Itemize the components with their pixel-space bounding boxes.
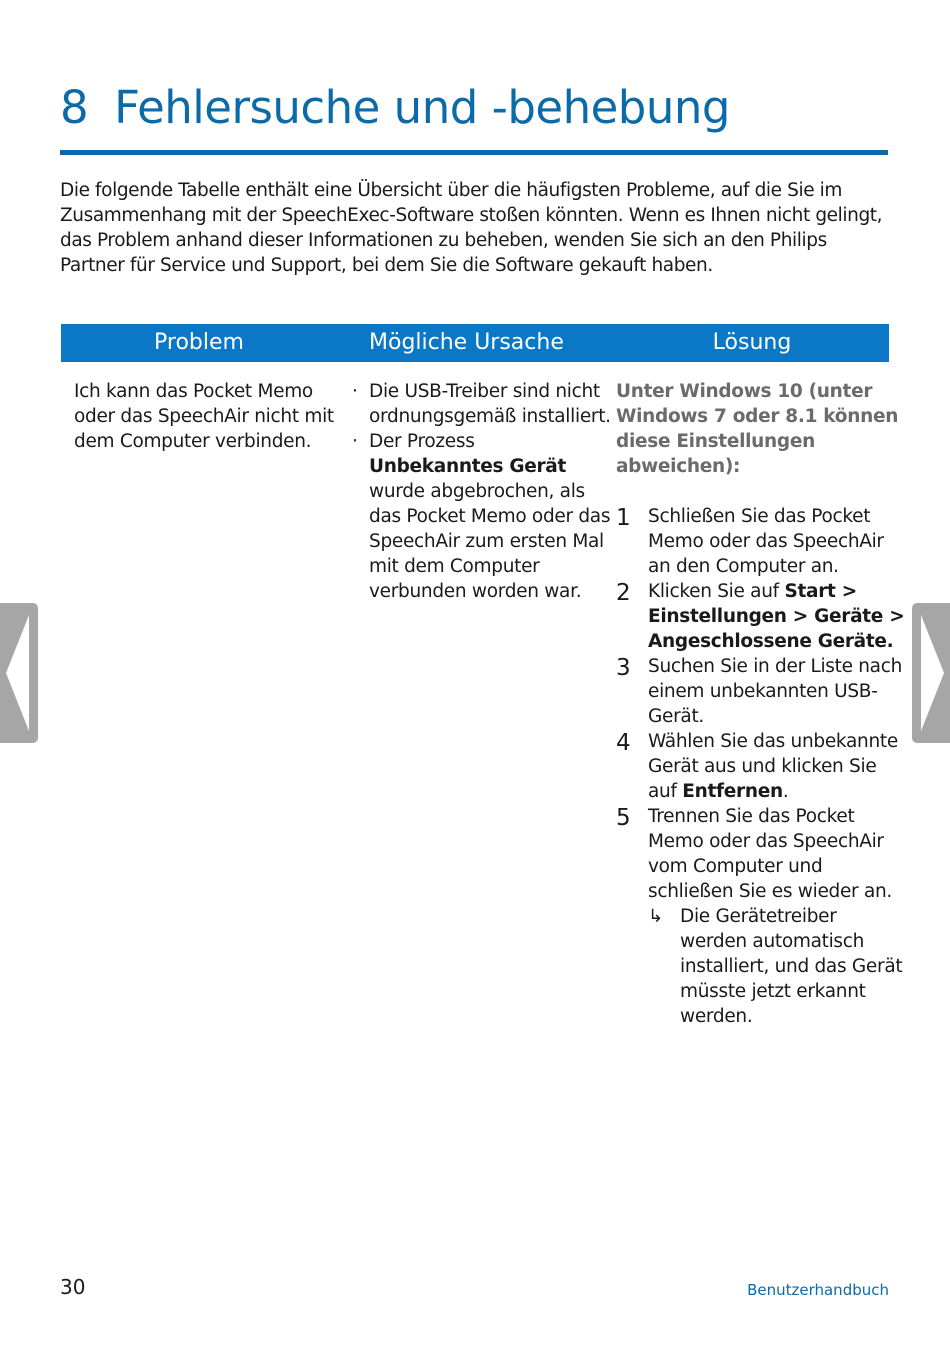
cell-problem: Ich kann das Pocket Memo oder das SpeechAir nicht mit dem Computer verbinden. (74, 381, 334, 452)
step-text: Klicken Sie auf (648, 581, 785, 602)
step-item (616, 579, 906, 654)
result-text: Die Gerätetreiber werden automatisch installiert, und das Gerät müsste jetzt erkannt werden. (680, 906, 903, 1027)
right-triangle-icon (912, 603, 950, 743)
step-number: 5 (616, 805, 631, 831)
footer-label: Benutzerhandbuch (747, 1281, 889, 1299)
cause-list (352, 379, 614, 604)
chapter-title (60, 78, 730, 138)
cell-cause (352, 379, 614, 604)
step-bold-text: Entfernen (682, 781, 783, 802)
step-result (648, 904, 906, 1029)
step-item (616, 804, 906, 1029)
chapter-title-text: Fehlersuche und -behebung (114, 81, 730, 134)
step-number: 1 (616, 505, 631, 531)
step-number: 2 (616, 580, 631, 606)
cause-bold-term: Unbekanntes Gerät (369, 456, 567, 477)
previous-page-button[interactable] (0, 603, 38, 743)
title-divider (60, 150, 888, 155)
step-bold-text: Start > Einstellungen > Geräte > Angeschlossene Geräte. (648, 581, 905, 652)
step-number: 4 (616, 730, 631, 756)
chapter-number: 8 (60, 81, 89, 134)
bullet-icon: · (352, 381, 358, 402)
step-item (616, 504, 906, 579)
step-item (616, 729, 906, 804)
left-triangle-icon (0, 603, 38, 743)
result-arrow-icon: ↳ (648, 906, 663, 927)
cause-text: Die USB-Treiber sind nicht ordnungsgemäß installiert. (369, 381, 611, 427)
header-problem: Problem (154, 330, 244, 355)
table-header (61, 324, 889, 362)
cell-solution (616, 379, 906, 1029)
step-text: Schließen Sie das Pocket Memo oder das SpeechAir an den Computer an. (648, 506, 884, 577)
step-text: Trennen Sie das Pocket Memo oder das SpeechAir vom Computer und schließen Sie es wieder an. (648, 806, 892, 902)
solution-steps (616, 504, 906, 1029)
step-text: . (782, 781, 789, 802)
solution-heading: Unter Windows 10 (unter Windows 7 oder 8.1 können diese Einstellungen abweichen): (616, 381, 899, 477)
step-text: Suchen Sie in der Liste nach einem unbekannten USB-Gerät. (648, 656, 903, 727)
step-number: 3 (616, 655, 631, 681)
next-page-button[interactable] (912, 603, 950, 743)
header-solution: Lösung (712, 330, 792, 355)
step-text: Wählen Sie das unbekannte Gerät aus und klicken Sie auf (648, 731, 898, 802)
cause-item (352, 379, 614, 429)
header-cause: Mögliche Ursache (369, 330, 564, 355)
page-number: 30 (60, 1275, 86, 1299)
cause-item (352, 429, 614, 604)
intro-paragraph: Die folgende Tabelle enthält eine Übersicht über die häufigsten Probleme, auf die Sie im Zusammenhang mit der SpeechExec-Software stoßen könnten. Wenn es Ihnen nicht gelingt, das Problem anhand dieser Informationen zu beheben, wenden Sie sich an den Philips Partner für Service und Support, bei dem Sie die Software gekauft haben. (60, 180, 883, 276)
cause-text: wurde abgebrochen, als das Pocket Memo oder das SpeechAir zum ersten Mal mit dem Computer verbunden worden war. (369, 481, 611, 602)
bullet-icon: · (352, 431, 358, 452)
step-item (616, 654, 906, 729)
cause-text: Der Prozess (369, 431, 475, 452)
